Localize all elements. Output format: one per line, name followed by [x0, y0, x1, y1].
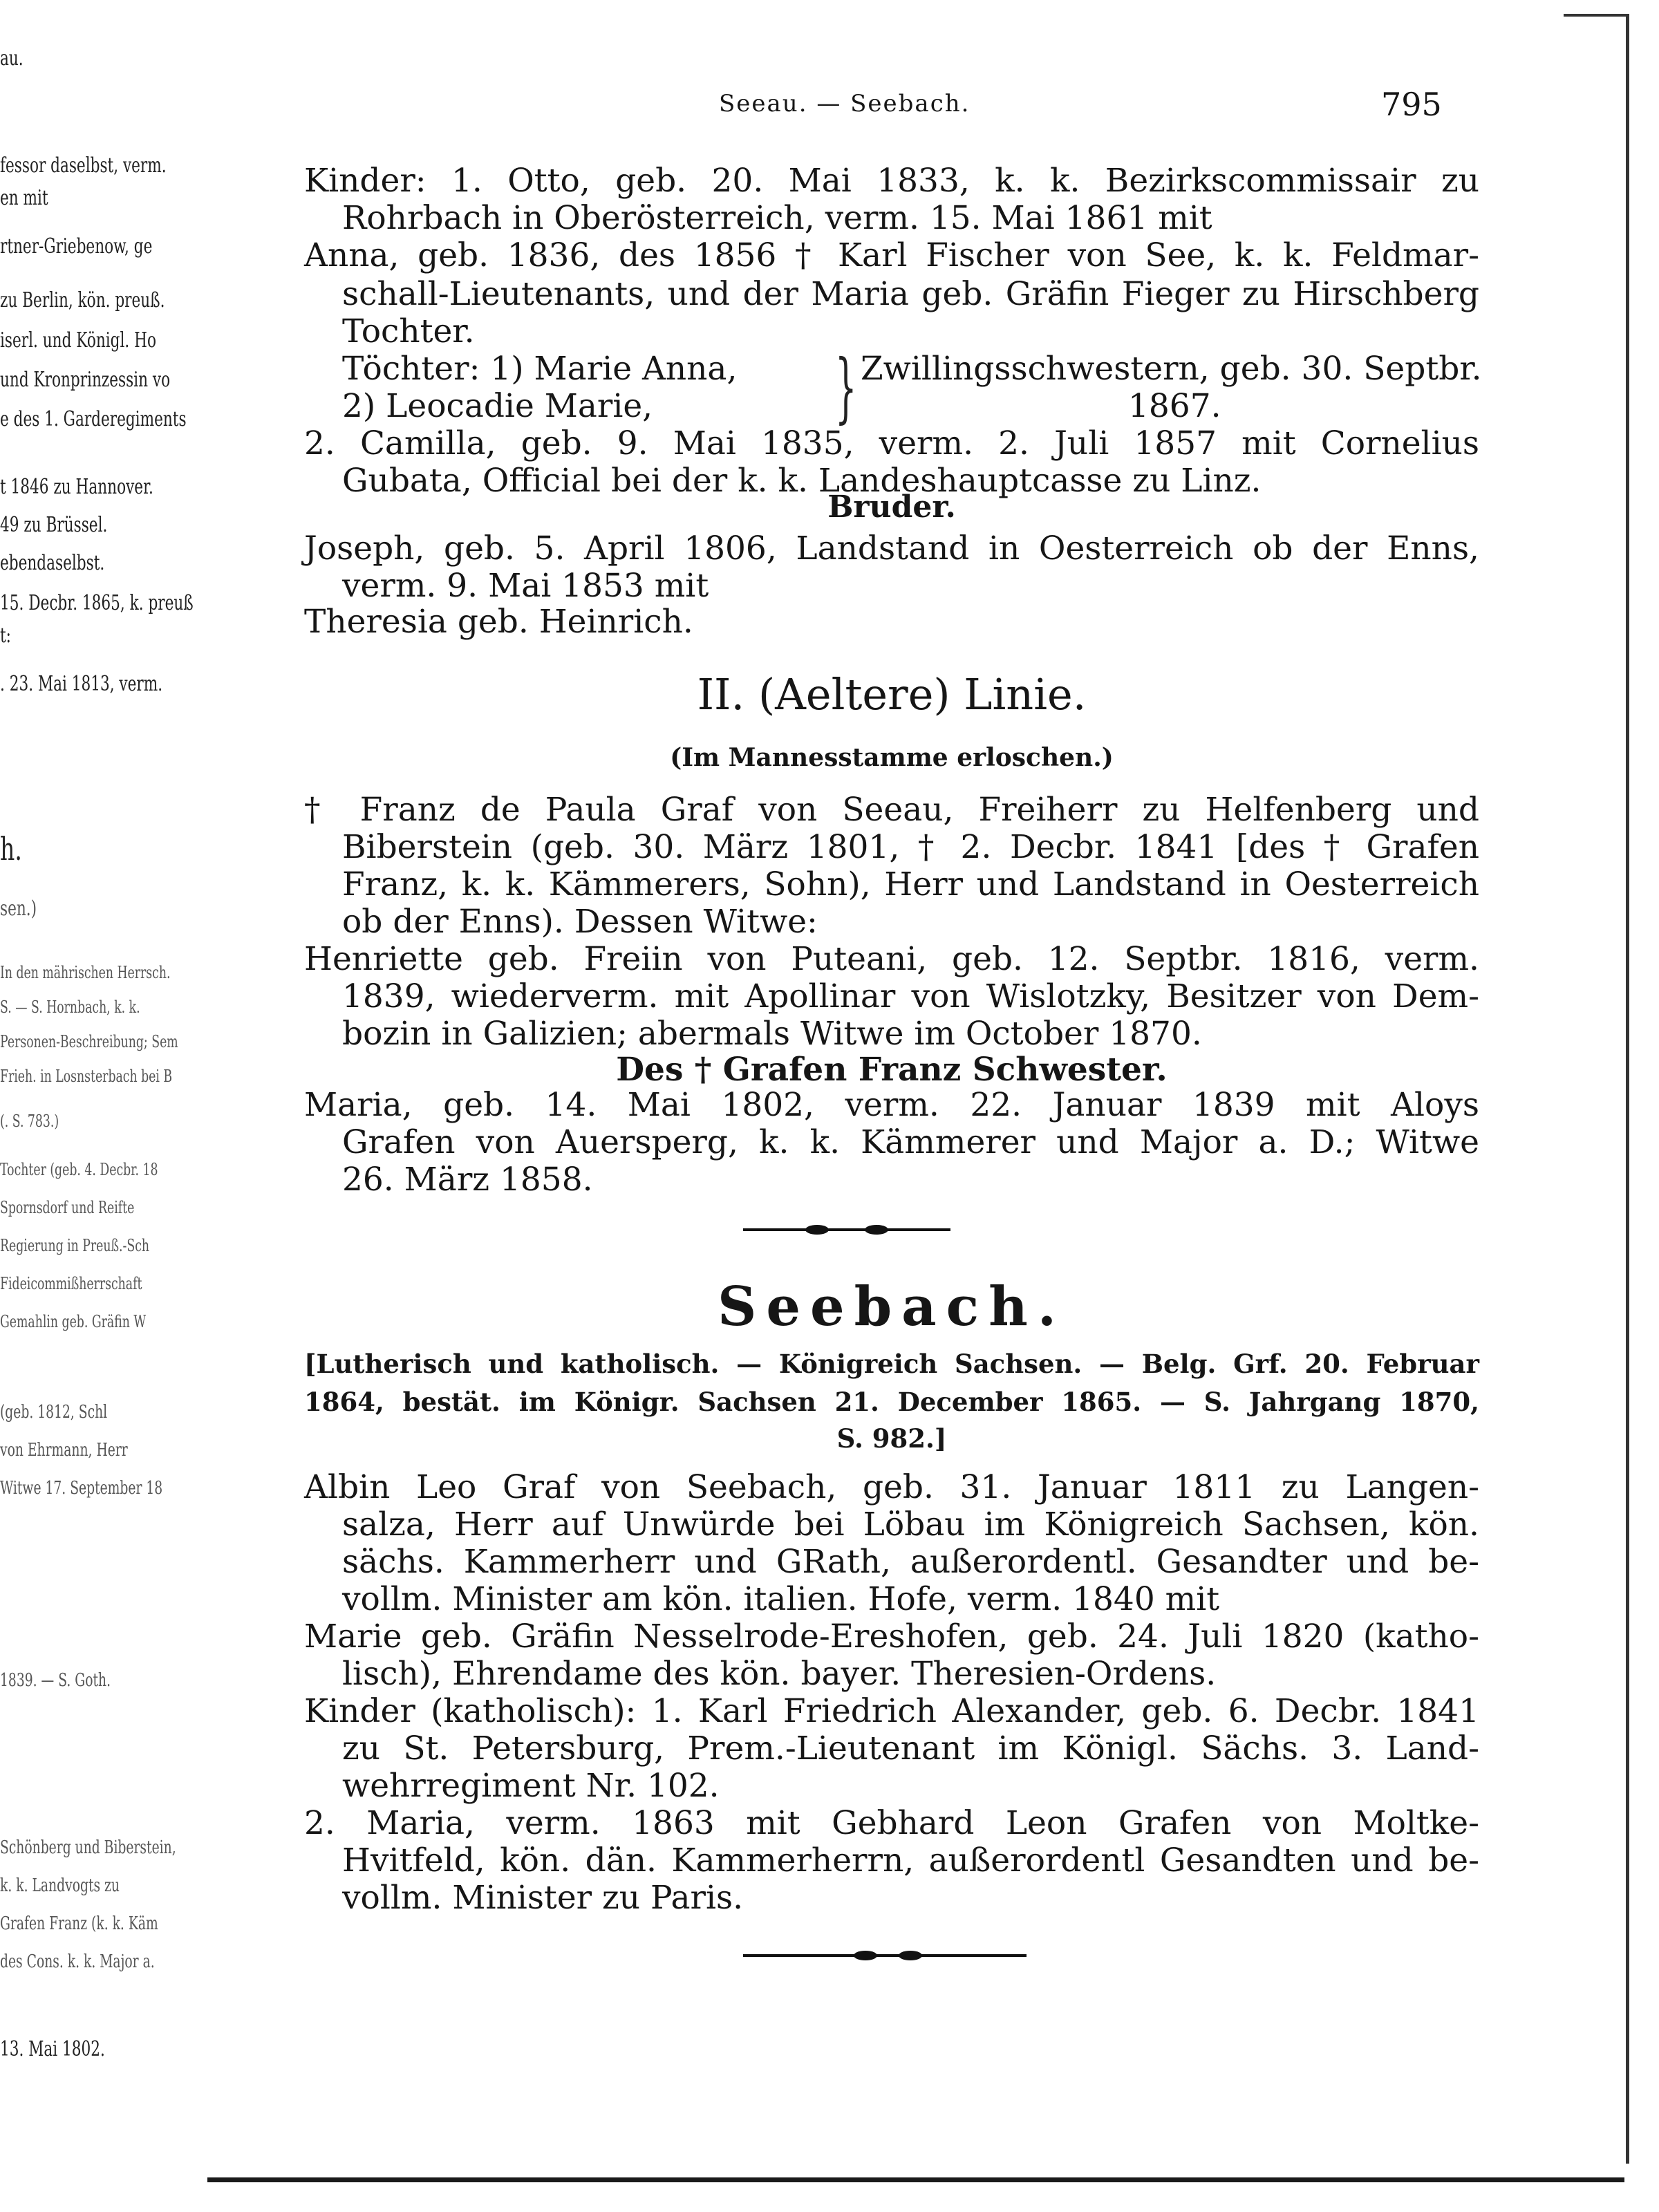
fragment-line: fessor daselbst, verm. — [0, 153, 167, 178]
entry-line: Hvitfeld, kön. dän. Kammerherrn, außerordentl Gesandten und be- — [342, 1841, 1479, 1880]
entry-line: Grafen von Auersperg, k. k. Kämmerer und Major a. D.; Witwe — [342, 1123, 1479, 1161]
section-subheading: Bruder. — [827, 489, 956, 525]
fragment-line: Personen-Beschreibung; Sem — [0, 1032, 178, 1051]
entry-line: Maria, geb. 14. Mai 1802, verm. 22. Januar 1839 mit Aloys — [304, 1086, 1479, 1124]
entry-line: Anna, geb. 1836, des 1856 † Karl Fischer von See, k. k. Feldmar- — [304, 236, 1479, 274]
section-heading: II. (Aeltere) Linie. — [697, 669, 1087, 720]
family-title: Seebach. — [717, 1275, 1067, 1338]
entry-line: Theresia geb. Heinrich. — [304, 603, 693, 641]
entry-line: 2. Camilla, geb. 9. Mai 1835, verm. 2. Juli 1857 mit Cornelius — [304, 424, 1479, 462]
fragment-line: iserl. und Königl. Ho — [0, 328, 156, 353]
entry-line: Gubata, Official bei der k. k. Landeshauptcasse zu Linz. — [342, 462, 1262, 500]
fragment-line: k. k. Landvogts zu — [0, 1875, 120, 1896]
running-head: Seeau. — Seebach. — [719, 90, 971, 118]
entry-line: sächs. Kammerherr und GRath, außerordentl. Gesandter und be- — [342, 1543, 1479, 1581]
fragment-line: Schönberg und Biberstein, — [0, 1837, 176, 1858]
fragment-line: Frieh. in Losnsterbach bei B — [0, 1067, 173, 1086]
entry-line: 26. März 1858. — [342, 1161, 593, 1199]
entry-line: zu St. Petersburg, Prem.-Lieutenant im Königl. Sächs. 3. Land- — [342, 1730, 1479, 1768]
entry-line: verm. 9. Mai 1853 mit — [342, 567, 709, 605]
fragment-line: rtner-Griebenow, ge — [0, 234, 153, 259]
brace-symbol: } — [835, 343, 857, 431]
fragment-line: sen.) — [0, 897, 37, 921]
fragment-line: 49 zu Brüssel. — [0, 513, 108, 537]
ornament-rule — [743, 1951, 1027, 1960]
fragment-line: . 23. Mai 1813, verm. — [0, 672, 163, 696]
bracket-note-line: 1864, bestät. im Königr. Sachsen 21. December 1865. — S. Jahrgang 1870, — [304, 1387, 1479, 1417]
fragment-line: au. — [0, 46, 24, 71]
entry-line: Marie geb. Gräfin Nesselrode-Ereshofen, geb. 24. Juli 1820 (katho- — [304, 1618, 1479, 1656]
fragment-line: t 1846 zu Hannover. — [0, 475, 153, 499]
entry-line: Albin Leo Graf von Seebach, geb. 31. Januar 1811 zu Langen- — [304, 1468, 1479, 1506]
entry-line: † Franz de Paula Graf von Seeau, Freiherr zu Helfenberg und — [304, 791, 1479, 829]
bracket-note-line: [Lutherisch und katholisch. — Königreich Sachsen. — Belg. Grf. 20. Februar — [304, 1349, 1479, 1379]
section-note: (Im Mannesstamme erloschen.) — [670, 743, 1114, 772]
entry-line: Töchter: 1) Marie Anna, — [342, 350, 738, 388]
facing-page-fragment — [0, 0, 214, 2212]
entry-line: Henriette geb. Freiin von Puteani, geb. 12. Septbr. 1816, verm. — [304, 940, 1479, 978]
fragment-line: (. S. 783.) — [0, 1112, 59, 1131]
entry-line: 1867. — [1128, 387, 1221, 425]
fragment-line: In den mährischen Herrsch. — [0, 963, 171, 982]
fragment-line: Tochter (geb. 4. Decbr. 18 — [0, 1160, 158, 1179]
entry-line: wehrregiment Nr. 102. — [342, 1767, 720, 1805]
entry-line: 2) Leocadie Marie, — [342, 387, 653, 425]
fragment-line: Fideicommißherrschaft — [0, 1274, 142, 1293]
ornament-rule — [743, 1225, 950, 1235]
fragment-line: 15. Decbr. 1865, k. preuß — [0, 591, 194, 615]
fragment-line: 13. Mai 1802. — [0, 2037, 105, 2061]
fragment-line: Grafen Franz (k. k. Käm — [0, 1913, 158, 1934]
entry-line: Joseph, geb. 5. April 1806, Landstand in Oesterreich ob der Enns, — [304, 529, 1479, 568]
entry-line: vollm. Minister zu Paris. — [342, 1879, 744, 1917]
fragment-line: Witwe 17. September 18 — [0, 1478, 163, 1499]
fragment-line: e des 1. Garderegiments — [0, 407, 187, 431]
entry-line: Biberstein (geb. 30. März 1801, † 2. Decbr. 1841 [des † Grafen — [342, 828, 1479, 866]
fragment-line: h. — [0, 830, 22, 868]
fragment-line: (geb. 1812, Schl — [0, 1402, 108, 1423]
fragment-line: des Cons. k. k. Major a. — [0, 1951, 155, 1972]
entry-line: schall-Lieutenants, und der Maria geb. Gräfin Fieger zu Hirschberg — [342, 275, 1479, 313]
entry-line: Franz, k. k. Kämmerers, Sohn), Herr und Landstand in Oesterreich — [342, 865, 1479, 903]
entry-line: Kinder (katholisch): 1. Karl Friedrich Alexander, geb. 6. Decbr. 1841 — [304, 1692, 1479, 1730]
fragment-line: Spornsdorf und Reifte — [0, 1198, 135, 1217]
entry-line: Kinder: 1. Otto, geb. 20. Mai 1833, k. k. Bezirkscommissair zu — [304, 162, 1479, 200]
fragment-line: 1839. — S. Goth. — [0, 1670, 111, 1691]
entry-line: 1839, wiederverm. mit Apollinar von Wislotzky, Besitzer von Dem- — [342, 977, 1479, 1015]
entry-line: 2. Maria, verm. 1863 mit Gebhard Leon Grafen von Moltke- — [304, 1804, 1479, 1842]
fragment-line: zu Berlin, kön. preuß. — [0, 288, 165, 312]
entry-line: salza, Herr auf Unwürde bei Löbau im Königreich Sachsen, kön. — [342, 1506, 1479, 1544]
page-number: 795 — [1381, 86, 1442, 123]
fragment-line: und Kronprinzessin vo — [0, 368, 171, 392]
entry-line: vollm. Minister am kön. italien. Hofe, verm. 1840 mit — [342, 1580, 1220, 1618]
entry-line: lisch), Ehrendame des kön. bayer. Theresien-Ordens. — [342, 1655, 1217, 1693]
fragment-line: von Ehrmann, Herr — [0, 1440, 128, 1461]
entry-line: ob der Enns). Dessen Witwe: — [342, 903, 818, 941]
frame-rule-right — [1626, 14, 1629, 2164]
bracket-note-line: S. 982.] — [836, 1423, 947, 1454]
fragment-line: S. — S. Hornbach, k. k. — [0, 997, 140, 1017]
frame-rule-top — [1564, 14, 1627, 17]
entry-line: Tochter. — [342, 312, 475, 350]
fragment-line: Regierung in Preuß.-Sch — [0, 1236, 150, 1255]
fragment-line: en mit — [0, 186, 48, 210]
entry-line: Zwillingsschwestern, geb. 30. Septbr. — [861, 350, 1482, 388]
entry-line: Rohrbach in Oberösterreich, verm. 15. Mai 1861 mit — [342, 199, 1212, 237]
fragment-line: t: — [0, 624, 11, 648]
fragment-line: Gemahlin geb. Gräfin W — [0, 1312, 147, 1331]
fragment-line: ebendaselbst. — [0, 551, 105, 575]
section-subheading: Des † Grafen Franz Schwester. — [616, 1051, 1168, 1089]
entry-line: bozin in Galizien; abermals Witwe im October 1870. — [342, 1015, 1202, 1053]
bottom-rule — [207, 2177, 1624, 2182]
